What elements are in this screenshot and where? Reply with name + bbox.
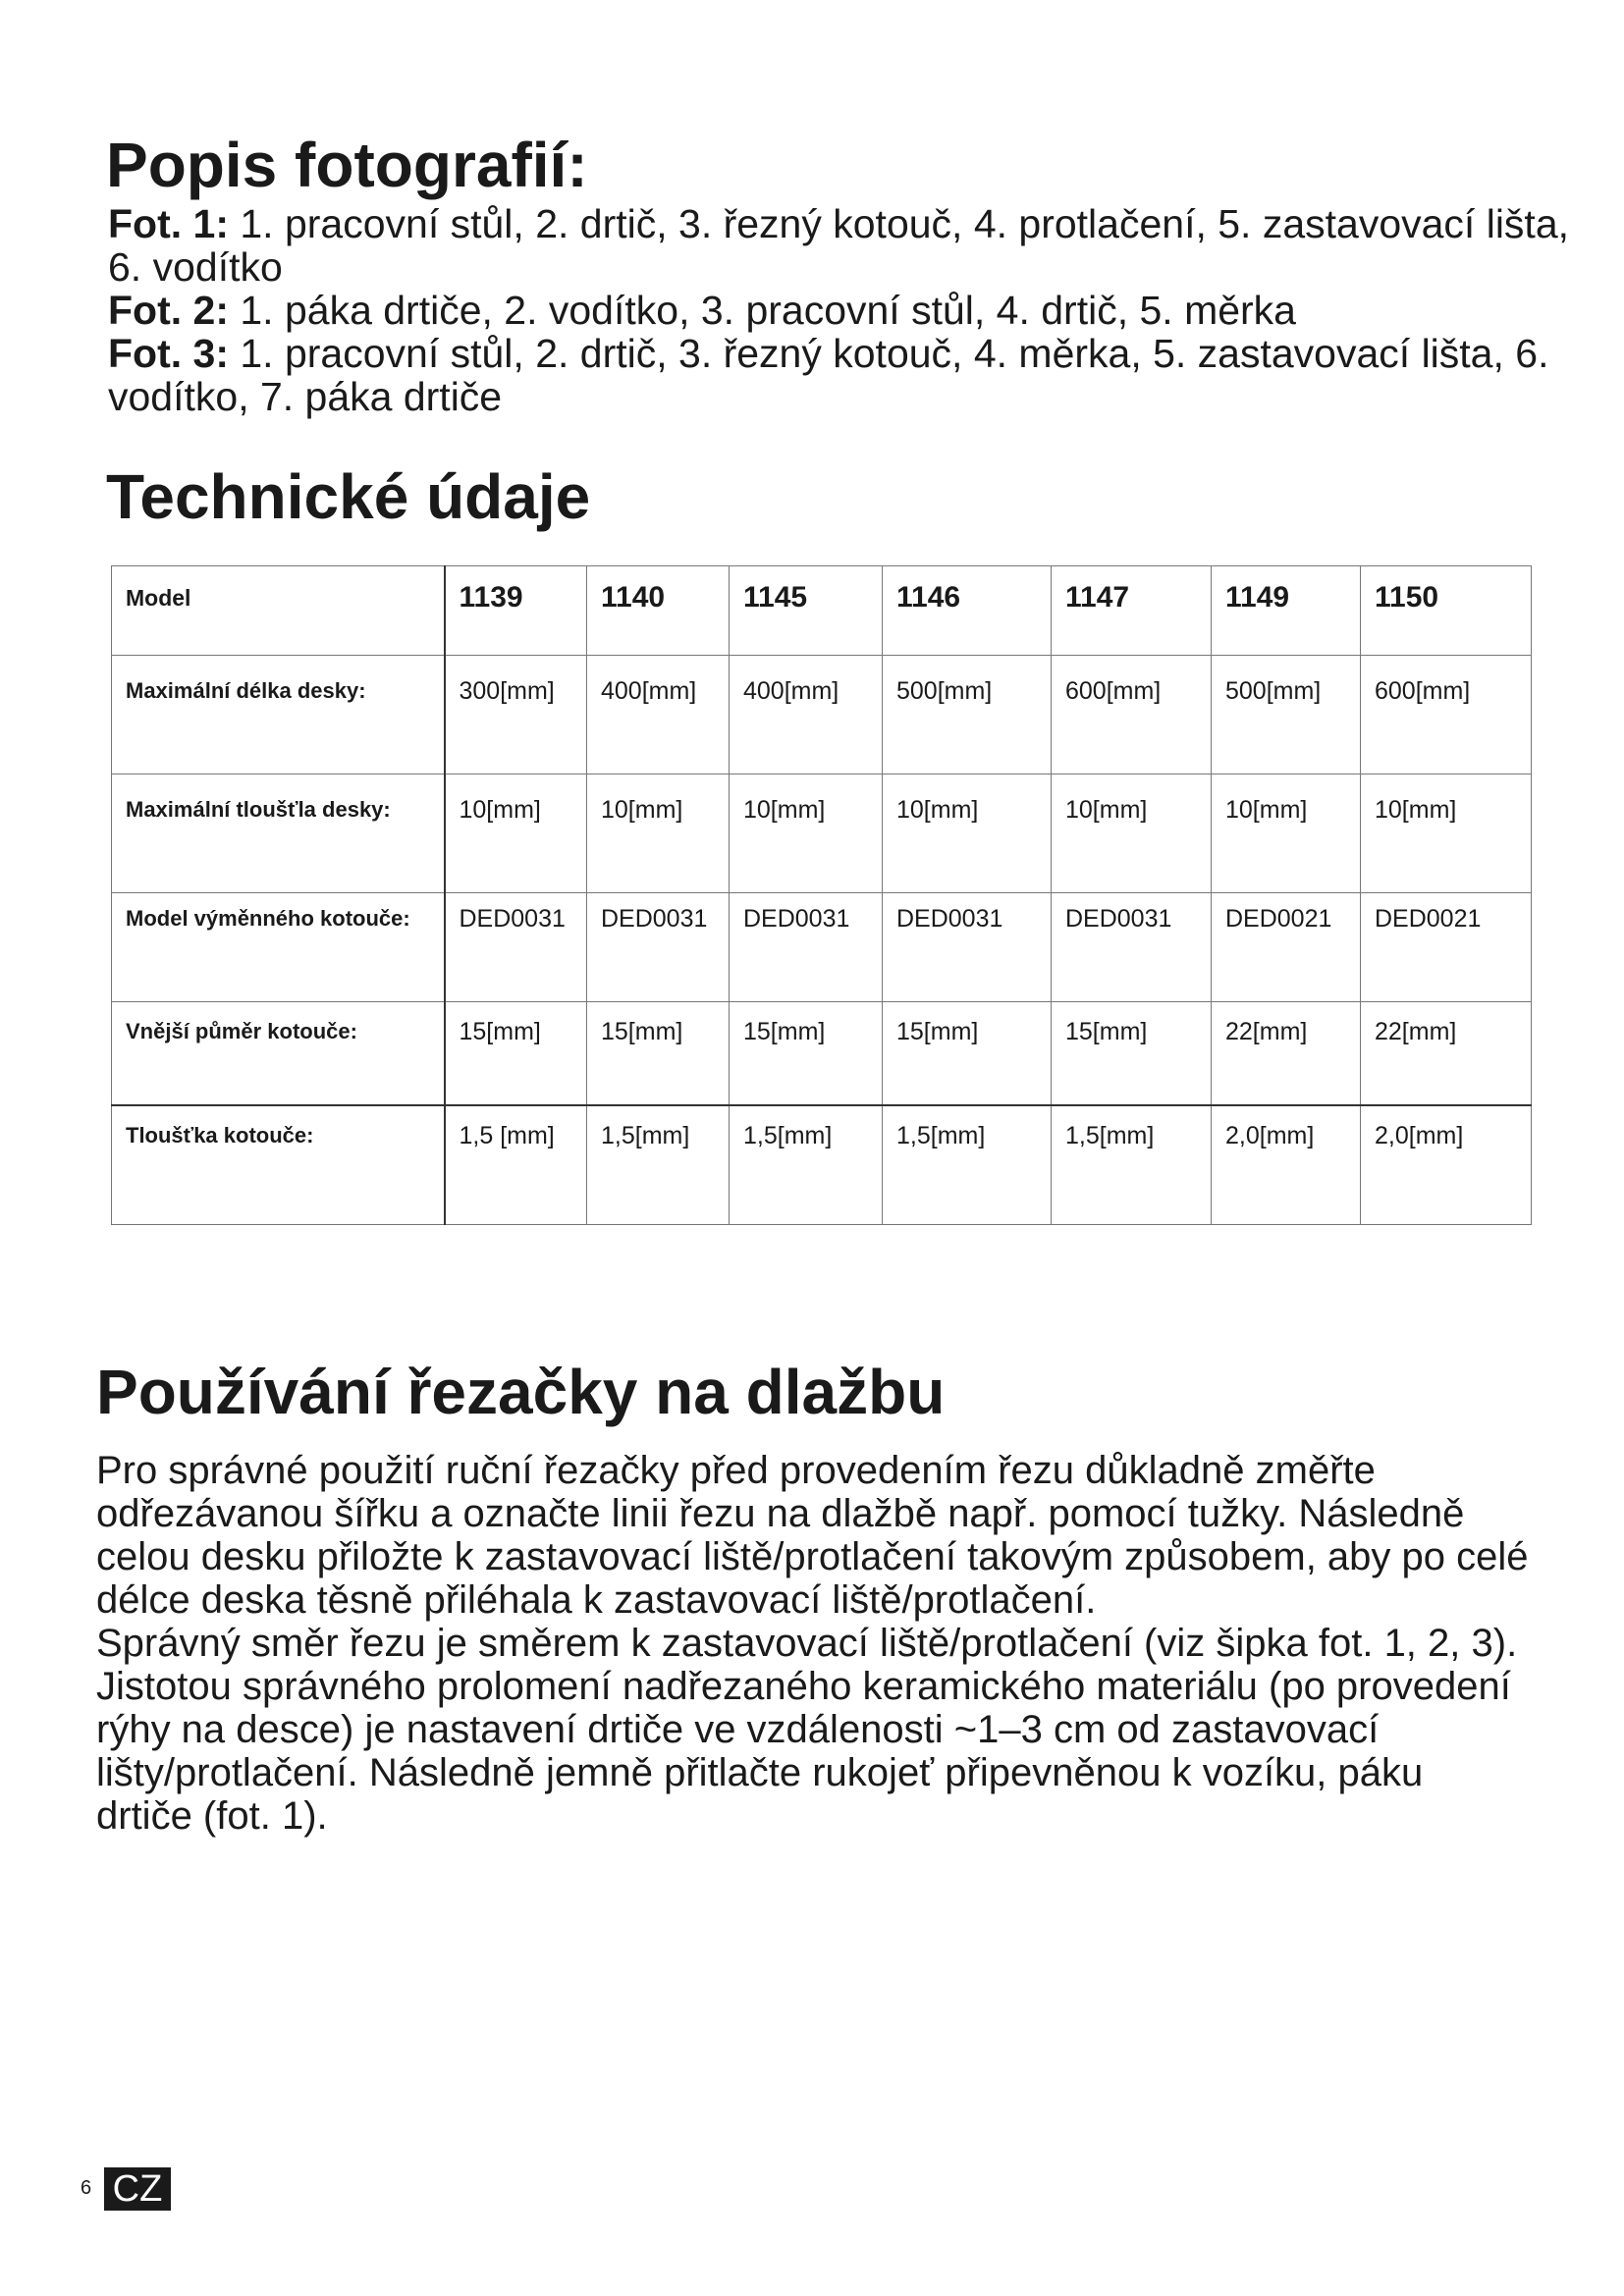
table-cell: 10[mm] [730, 774, 883, 893]
photo-3-text: 1. pracovní stůl, 2. drtič, 3. řezný kotouč, 4. měrka, 5. zastavovací lišta, 6. vodítko, 7. páka drtiče [108, 331, 1549, 419]
table-header-cell: Model [112, 566, 445, 656]
table-cell: DED0031 [1052, 893, 1212, 1002]
table-cell: DED0031 [883, 893, 1052, 1002]
table-cell: DED0031 [587, 893, 730, 1002]
usage-heading: Používání řezačky na dlažbu [96, 1357, 946, 1427]
table-row [112, 656, 1532, 774]
usage-paragraph: Správný směr řezu je směrem k zastavovací liště/protlačení (viz šipka fot. 1, 2, 3). Jistotou správného prolomení nadřezaného keramického materiálu (po provedení rýhy na desce) je nastavení drtiče ve vzdálenosti ~1–3 cm od zastavovací lišty/protlačení. Následně jemně přitlačte rukojeť připevněnou k vozíku, páku drtiče (fot. 1). [96, 1622, 1518, 1838]
table-cell: 10[mm] [1052, 774, 1212, 893]
table-cell: 500[mm] [883, 656, 1052, 774]
table-cell: DED0021 [1212, 893, 1361, 1002]
photo-2-caption [108, 289, 1600, 332]
page-number: 6 [81, 2177, 92, 2199]
table-cell: 300[mm] [445, 656, 587, 774]
table-cell: 10[mm] [445, 774, 587, 893]
table-row [112, 1002, 1532, 1106]
table-row [112, 1105, 1532, 1225]
table-cell: 500[mm] [1212, 656, 1361, 774]
table-cell: 2,0[mm] [1361, 1105, 1532, 1225]
photo-1-caption [108, 202, 1600, 289]
table-cell: 10[mm] [883, 774, 1052, 893]
table-cell: 2,0[mm] [1212, 1105, 1361, 1225]
table-cell: 10[mm] [1212, 774, 1361, 893]
table-header-cell: 1140 [587, 566, 730, 656]
usage-text [96, 1449, 1530, 1838]
table-row [112, 893, 1532, 1002]
table-cell: 15[mm] [445, 1002, 587, 1106]
table-cell: 600[mm] [1052, 656, 1212, 774]
row-label: Maximální délka desky: [112, 656, 445, 774]
photos-description [108, 202, 1600, 418]
table-cell: 400[mm] [730, 656, 883, 774]
table-cell: 1,5[mm] [730, 1105, 883, 1225]
photo-2-text: 1. páka drtiče, 2. vodítko, 3. pracovní stůl, 4. drtič, 5. měrka [228, 288, 1296, 333]
row-label: Model výměnného kotouče: [112, 893, 445, 1002]
technical-data-table [111, 565, 1532, 1225]
table-cell: 400[mm] [587, 656, 730, 774]
table-header-cell: 1150 [1361, 566, 1532, 656]
table-header-cell: 1145 [730, 566, 883, 656]
photo-2-label: Fot. 2: [108, 288, 229, 333]
photo-3-caption [108, 332, 1600, 418]
table-cell: 1,5 [mm] [445, 1105, 587, 1225]
table-cell: 15[mm] [587, 1002, 730, 1106]
table-header-cell: 1149 [1212, 566, 1361, 656]
table-cell: 600[mm] [1361, 656, 1532, 774]
table-cell: 1,5[mm] [587, 1105, 730, 1225]
usage-paragraph: Pro správné použití ruční řezačky před provedením řezu důkladně změřte odřezávanou šířku a označte linii řezu na dlažbě např. pomocí tužky. Následně celou desku přiložte k zastavovací liště/protlačení takovým způsobem, aby po celé délce deska těsně přiléhala k zastavovací liště/protlačení. [96, 1449, 1529, 1622]
language-badge: CZ [104, 2167, 171, 2211]
row-label: Maximální tloušťla desky: [112, 774, 445, 893]
photo-1-label: Fot. 1: [108, 201, 229, 246]
table-cell: 10[mm] [587, 774, 730, 893]
table-cell: DED0021 [1361, 893, 1532, 1002]
technical-data-heading: Technické údaje [106, 461, 591, 532]
table-header-cell: 1146 [883, 566, 1052, 656]
table-header-cell: 1139 [445, 566, 587, 656]
table-cell: 1,5[mm] [1052, 1105, 1212, 1225]
table-cell: 15[mm] [1052, 1002, 1212, 1106]
table-row [112, 774, 1532, 893]
table-cell: DED0031 [445, 893, 587, 1002]
table-cell: 15[mm] [730, 1002, 883, 1106]
photo-1-text: 1. pracovní stůl, 2. drtič, 3. řezný kotouč, 4. protlačení, 5. zastavovací lišta, 6. vodítko [108, 201, 1570, 290]
row-label: Tloušťka kotouče: [112, 1105, 445, 1225]
table-header-cell: 1147 [1052, 566, 1212, 656]
photos-heading: Popis fotografií: [106, 130, 588, 200]
table-cell: DED0031 [730, 893, 883, 1002]
table-cell: 22[mm] [1361, 1002, 1532, 1106]
row-label: Vnější půměr kotouče: [112, 1002, 445, 1106]
table-cell: 15[mm] [883, 1002, 1052, 1106]
table-cell: 22[mm] [1212, 1002, 1361, 1106]
photo-3-label: Fot. 3: [108, 331, 229, 376]
table-header-row [112, 566, 1532, 656]
table-cell: 10[mm] [1361, 774, 1532, 893]
table-cell: 1,5[mm] [883, 1105, 1052, 1225]
